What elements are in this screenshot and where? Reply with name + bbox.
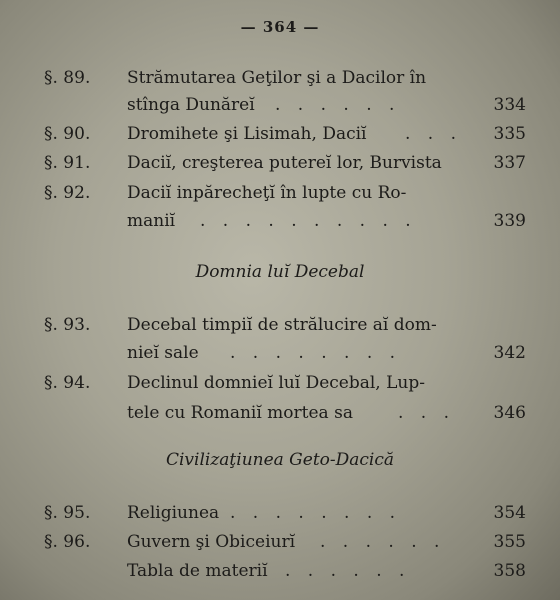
section-heading: Civilizaţiunea Geto-Dacică bbox=[165, 450, 395, 470]
entry-page: 354 bbox=[493, 503, 526, 523]
section-heading: Domnia luĭ Decebal bbox=[195, 262, 365, 282]
section-number: §. 91. bbox=[44, 153, 91, 173]
section-number: §. 94. bbox=[44, 373, 91, 393]
section-number: §. 90. bbox=[44, 124, 91, 144]
entry-title: Tabla de materiĭ bbox=[127, 561, 268, 581]
dot-leader: . . . bbox=[398, 403, 456, 423]
entry-page: 339 bbox=[493, 211, 526, 231]
entry-title-continued: nieĭ sale bbox=[127, 343, 199, 363]
dot-leader: . . . . . . bbox=[275, 95, 401, 115]
entry-page: 337 bbox=[493, 153, 526, 173]
section-number: §. 89. bbox=[44, 68, 91, 88]
dot-leader: . . . . . . bbox=[285, 561, 411, 581]
entry-title-continued: tele cu Romaniĭ mortea sa bbox=[127, 403, 353, 423]
entry-page: 355 bbox=[493, 532, 526, 552]
entry-title: Declinul domnieĭ luĭ Decebal, Lup- bbox=[127, 373, 425, 393]
entry-title: Decebal timpiĭ de strălucire aĭ dom- bbox=[127, 315, 437, 335]
entry-title: Daciĭ inpărecheţĭ în lupte cu Ro- bbox=[127, 183, 407, 203]
entry-page: 342 bbox=[493, 343, 526, 363]
entry-title: Strămutarea Geţilor şi a Dacilor în bbox=[127, 68, 427, 88]
entry-title: Religiunea bbox=[127, 503, 220, 523]
dot-leader: . . . . . . . . . . bbox=[200, 211, 417, 231]
page-number: — 364 — bbox=[240, 18, 320, 36]
section-number: §. 96. bbox=[44, 532, 91, 552]
entry-page: 346 bbox=[493, 403, 526, 423]
dot-leader: . . . . . . . . bbox=[230, 343, 402, 363]
entry-title: Guvern şi Obiceiurĭ bbox=[127, 532, 296, 552]
entry-title-continued: maniĭ bbox=[127, 211, 176, 231]
entry-page: 335 bbox=[493, 124, 526, 144]
section-number: §. 95. bbox=[44, 503, 91, 523]
entry-title-continued: stînga Dunăreĭ bbox=[127, 95, 255, 115]
dot-leader: . . . . . . bbox=[320, 532, 446, 552]
entry-title: Daciĭ, creşterea putereĭ lor, Burvista bbox=[127, 153, 442, 173]
dot-leader: . . . bbox=[405, 124, 463, 144]
section-number: §. 93. bbox=[44, 315, 91, 335]
dot-leader: . . . . . . . . bbox=[230, 503, 402, 523]
section-number: §. 92. bbox=[44, 183, 91, 203]
entry-page: 334 bbox=[493, 95, 526, 115]
entry-page: 358 bbox=[493, 561, 526, 581]
entry-title: Dromihete şi Lisimah, Daciĭ bbox=[127, 124, 367, 144]
